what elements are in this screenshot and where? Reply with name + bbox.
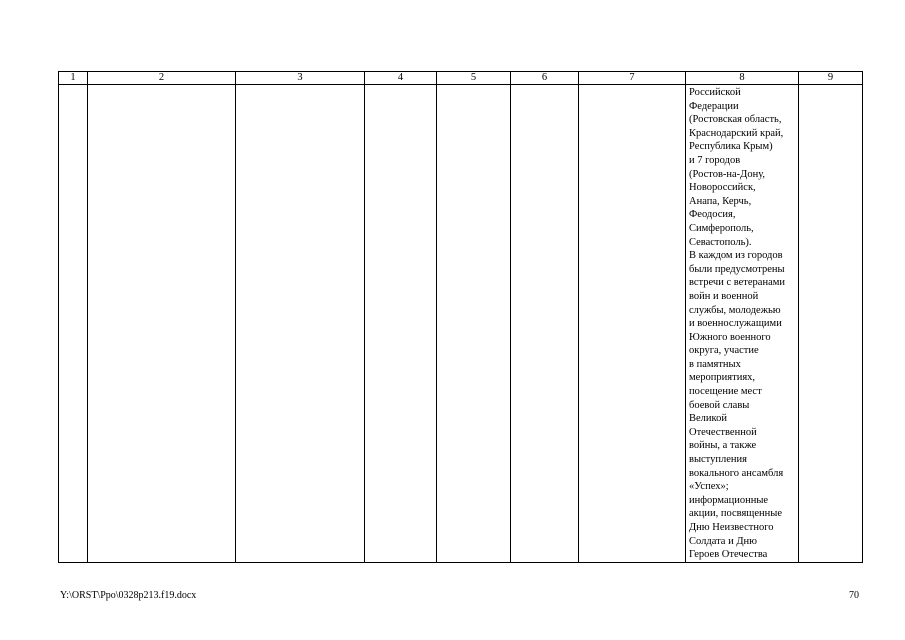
- page-number: 70: [849, 590, 859, 601]
- text-line: вокального ансамбля: [689, 467, 784, 479]
- text-line: Республика Крым): [689, 141, 773, 153]
- column-header-5: 5: [437, 72, 511, 85]
- cell-col8-text: [686, 85, 798, 562]
- cell-col7: [579, 85, 686, 563]
- text-line: Южного военного: [689, 331, 771, 343]
- text-line: Феодосия,: [689, 209, 736, 221]
- cell-col3: [236, 85, 365, 563]
- text-line: Российской: [689, 87, 741, 98]
- column-header-4: 4: [365, 72, 437, 85]
- text-line: Героев Отечества: [689, 549, 768, 561]
- cell-col1: [59, 85, 88, 563]
- column-header-2: 2: [88, 72, 236, 85]
- text-line: боевой славы: [689, 399, 750, 411]
- text-line: Симферополь,: [689, 222, 754, 234]
- text-line: службы, молодежью: [689, 304, 781, 316]
- document-table: [58, 71, 863, 563]
- text-line: Дню Неизвестного: [689, 522, 774, 533]
- header-row: [59, 72, 863, 85]
- text-line: Новороссийск,: [689, 182, 756, 194]
- text-line: Солдата и Дню: [689, 535, 757, 547]
- column-header-6: 6: [511, 72, 579, 85]
- text-line: В каждом из городов: [689, 250, 783, 262]
- text-line: в памятных: [689, 358, 741, 370]
- text-line: Отечественной: [689, 426, 757, 438]
- text-line: Федерации: [689, 100, 739, 112]
- text-line: посещение мест: [689, 386, 762, 398]
- cell-col8: [686, 85, 799, 563]
- text-line: выступления: [689, 454, 747, 466]
- cell-col6: [511, 85, 579, 563]
- text-line: Краснодарский край,: [689, 127, 784, 139]
- table-row: [59, 85, 863, 563]
- cell-col9: [799, 85, 863, 563]
- text-line: мероприятиях,: [689, 372, 756, 384]
- text-line: Севастополь).: [689, 236, 752, 248]
- column-header-9: 9: [799, 72, 863, 85]
- text-line: Великой: [689, 413, 727, 425]
- column-header-1: 1: [59, 72, 88, 85]
- text-line: акции, посвященные: [689, 508, 783, 520]
- column-header-8: 8: [686, 72, 799, 85]
- text-line: «Успех»;: [689, 481, 729, 493]
- text-line: войны, а также: [689, 440, 757, 452]
- text-line: Анапа, Керчь,: [689, 195, 752, 207]
- cell-col4: [365, 85, 437, 563]
- text-line: войн и военной: [689, 290, 759, 302]
- column-header-3: 3: [236, 72, 365, 85]
- text-line: и военнослужащими: [689, 318, 782, 330]
- cell-col5: [437, 85, 511, 563]
- text-line: (Ростов-на-Дону,: [689, 168, 766, 180]
- text-line: информационные: [689, 494, 769, 506]
- text-line: и 7 городов: [689, 154, 741, 166]
- text-line: округа, участие: [689, 345, 759, 357]
- footer-file-path: Y:\ORST\Ppo\0328p213.f19.docx: [60, 590, 197, 601]
- text-line: были предусмотрены: [689, 263, 785, 275]
- text-line: (Ростовская область,: [689, 114, 782, 126]
- column-header-7: 7: [579, 72, 686, 85]
- cell-col2: [88, 85, 236, 563]
- text-line: встречи с ветеранами: [689, 277, 785, 289]
